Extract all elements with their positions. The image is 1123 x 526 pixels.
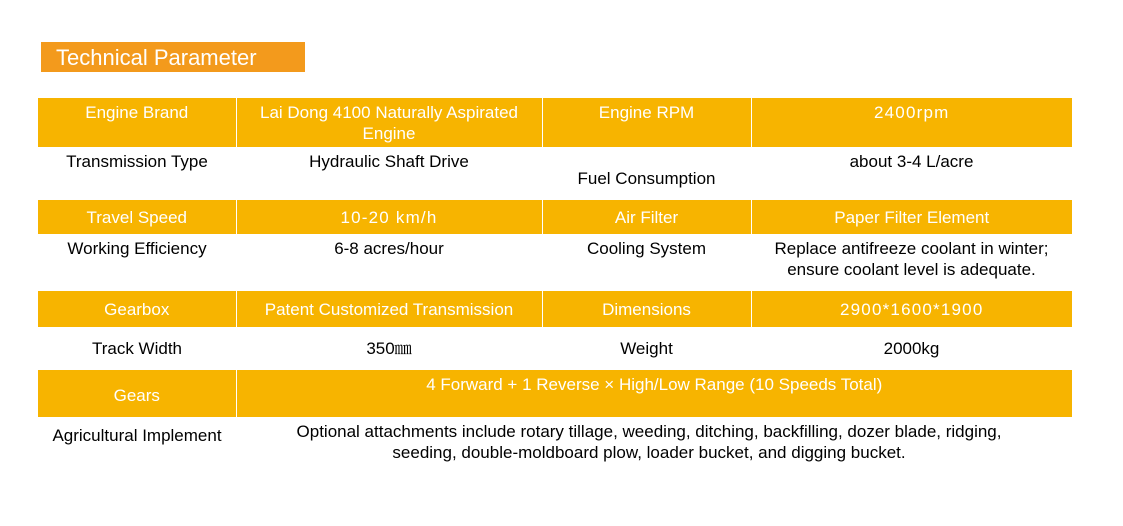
param-label: Travel Speed [38, 200, 236, 234]
spec-table [38, 98, 1072, 467]
param-value: 2900*1600*1900 [751, 291, 1072, 327]
table-row [38, 417, 1072, 467]
param-label: Gearbox [38, 291, 236, 327]
param-value: Lai Dong 4100 Naturally Aspirated Engine [236, 98, 542, 147]
param-value: Paper Filter Element [751, 200, 1072, 234]
param-label: Track Width [91, 339, 183, 358]
param-label: Air Filter [542, 200, 751, 234]
param-value: about 3-4 L/acre [849, 152, 974, 171]
param-value: Optional attachments include rotary tillage, weeding, ditching, backfilling, dozer blade, ridging, seeding, double-moldboard plow, loader bucket, and digging bucket. [296, 422, 1002, 462]
param-label: Weight [620, 339, 673, 358]
param-value: 2400rpm [751, 98, 1072, 147]
param-value: 10-20 km/h [236, 200, 542, 234]
table-row [38, 327, 1072, 370]
param-label: Fuel Consumption [577, 169, 716, 188]
param-label: Cooling System [586, 239, 707, 258]
table-row [38, 147, 1072, 200]
param-label: Agricultural Implement [52, 426, 222, 445]
section-title: Technical Parameter [41, 42, 305, 72]
param-label: Working Efficiency [67, 239, 207, 258]
table-row [38, 291, 1072, 327]
table-row [38, 234, 1072, 291]
table-row [38, 370, 1072, 417]
table-row [38, 98, 1072, 147]
param-value: 350㎜ [366, 339, 412, 358]
param-label: Transmission Type [66, 152, 208, 171]
param-value: Patent Customized Transmission [236, 291, 542, 327]
param-value: 2000kg [883, 339, 940, 358]
param-value: Replace antifreeze coolant in winter; ensure coolant level is adequate. [774, 239, 1049, 279]
param-value: Hydraulic Shaft Drive [309, 152, 469, 171]
param-label: Gears [38, 370, 236, 417]
table-row [38, 200, 1072, 234]
param-label: Engine Brand [38, 98, 236, 147]
param-label: Dimensions [542, 291, 751, 327]
param-value: 6-8 acres/hour [334, 239, 444, 258]
param-value: 4 Forward + 1 Reverse × High/Low Range (10 Speeds Total) [236, 370, 1072, 417]
param-label: Engine RPM [542, 98, 751, 147]
